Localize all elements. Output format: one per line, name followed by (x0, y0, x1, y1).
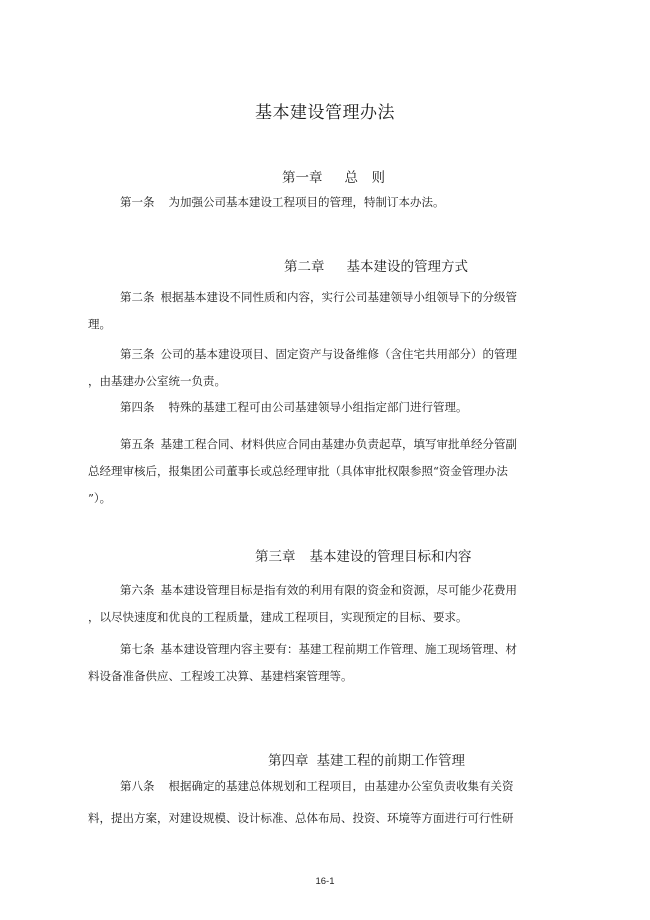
article-line: 为加强公司基本建设工程项目的管理，特制订本办法。 (168, 195, 445, 209)
chapter-1-heading (282, 166, 385, 186)
chapter-name: 总 则 (344, 170, 385, 186)
article-line: 基本建设管理目标是指有效的利用有限的资金和资源，尽可能少花费用 (160, 583, 517, 597)
article-5 (88, 431, 528, 512)
article-line: 料设备准备供应、工程竣工决算、基建档案管理等。 (88, 669, 353, 683)
article-line: 料，提出方案，对建设规模、设计标准、总体布局、投资、环境等方面进行可行性研 (88, 811, 514, 825)
article-8 (88, 773, 528, 832)
article-line: ，由基建办公室统一负责。 (88, 374, 226, 388)
article-7 (88, 636, 528, 690)
chapter-2-heading (284, 255, 468, 275)
article-line: 基建工程合同、材料供应合同由基建办负责起草，填写审批单经分管副 (160, 437, 517, 451)
chapter-name: 基本建设的管理方式 (346, 259, 468, 275)
article-line: 公司的基本建设项目、固定资产与设备维修（含住宅共用部分）的管理 (160, 347, 517, 361)
article-4 (88, 394, 528, 421)
article-1 (88, 189, 528, 216)
chapter-name: 基本建设的管理目标和内容 (309, 549, 472, 565)
article-line: 理。 (88, 317, 111, 331)
chapter-name: 基建工程的前期工作管理 (316, 753, 465, 769)
article-label: 第二条 (120, 290, 155, 304)
page-number: 16-1 (315, 876, 335, 887)
chapter-3-heading (255, 545, 472, 565)
article-label: 第六条 (120, 583, 155, 597)
article-label: 第七条 (120, 642, 155, 656)
chapter-number: 第二章 (284, 259, 325, 275)
article-line: 特殊的基建工程可由公司基建领导小组指定部门进行管理。 (168, 400, 468, 414)
article-label: 第四条 (120, 400, 155, 414)
document-title: 基本建设管理办法 (255, 103, 395, 123)
article-line: 根据基本建设不同性质和内容，实行公司基建领导小组领导下的分级管 (160, 290, 517, 304)
chapter-4-heading (268, 749, 465, 769)
article-label: 第八条 (120, 779, 155, 793)
article-6 (88, 577, 528, 631)
article-label: 第五条 (120, 437, 155, 451)
article-label: 第一条 (120, 195, 155, 209)
article-line: ”）。 (88, 491, 112, 505)
chapter-number: 第一章 (282, 170, 323, 186)
article-3 (88, 341, 528, 395)
chapter-number: 第四章 (268, 753, 309, 769)
article-line: 根据确定的基建总体规划和工程项目，由基建办公室负责收集有关资 (168, 779, 514, 793)
article-2 (88, 284, 528, 338)
article-line: ，以尽快速度和优良的工程质量，建成工程项目，实现预定的目标、要求。 (88, 610, 468, 624)
article-line: 基本建设管理内容主要有：基建工程前期工作管理、施工现场管理、材 (160, 642, 517, 656)
article-label: 第三条 (120, 347, 155, 361)
chapter-number: 第三章 (255, 549, 296, 565)
article-line: 总经理审核后，报集团公司董事长或总经理审批（具体审批权限参照“资金管理办法 (88, 464, 508, 478)
